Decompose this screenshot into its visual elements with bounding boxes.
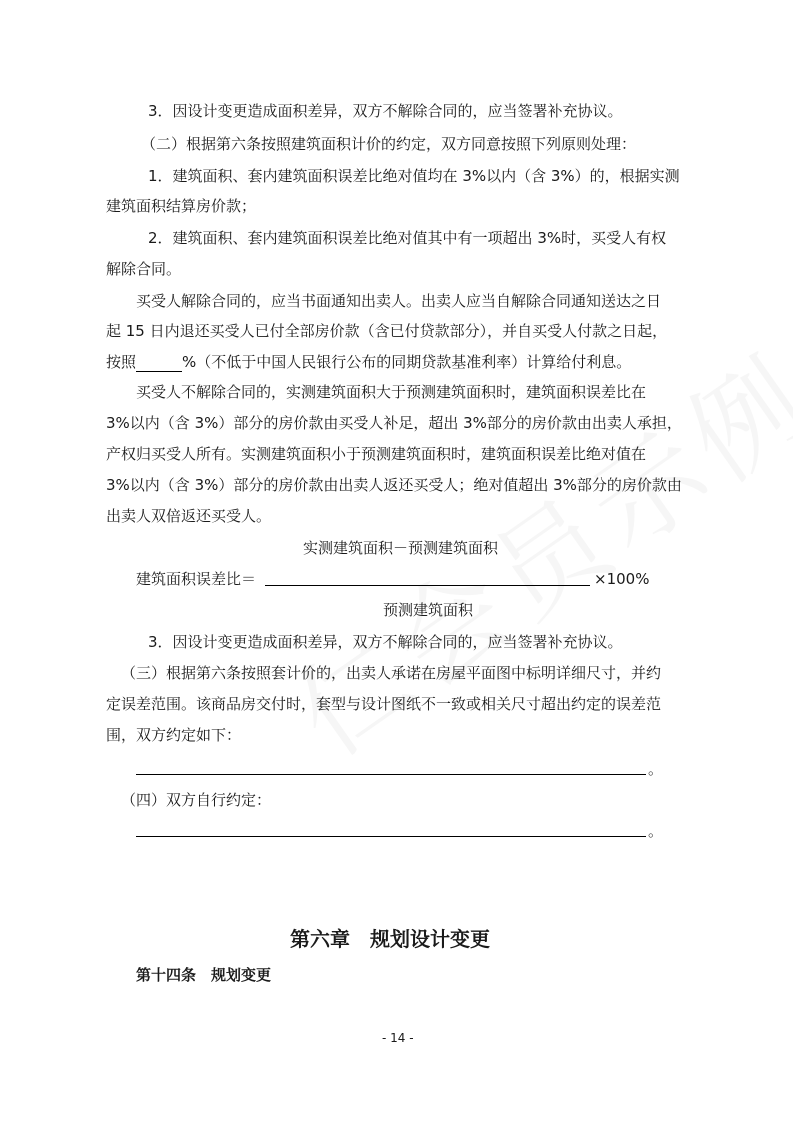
para-item-2-line-2: 解除合同。 [106,260,182,278]
para-item-1-line-1: 1．建筑面积、套内建筑面积误差比绝对值均在 3%以内（含 3%）的，根据实测 [148,167,680,185]
formula-denominator: 预测建筑面积 [383,601,474,619]
fill-in-line-2-end: 。 [648,822,664,840]
para-section-2: （二）根据第六条按照建筑面积计价的约定，双方同意按照下列原则处理： [141,135,637,153]
article-heading: 第十四条 规划变更 [136,966,272,984]
para-termination-line-3 [106,352,631,372]
formula-numerator: 实测建筑面积－预测建筑面积 [303,539,499,557]
para-section-4: （四）双方自行约定： [121,791,272,809]
page-number: - 14 - [382,1031,414,1045]
para-termination-line-1: 买受人解除合同的，应当书面通知出卖人。出卖人应当自解除合同通知送达之日 [136,292,662,310]
para-no-termination-line-2: 3%以内（含 3%）部分的房价款由买受人补足，超出 3%部分的房价款由出卖人承担， [106,414,682,432]
formula-multiplier: ×100% [594,570,650,588]
para-section-3-line-3: 围，双方约定如下： [106,726,242,744]
para-no-termination-line-1: 买受人不解除合同的，实测建筑面积大于预测建筑面积时，建筑面积误差比在 [136,383,647,401]
interest-label: 按照 [106,353,137,371]
chapter-heading: 第六章 规划设计变更 [290,927,490,951]
fill-in-line-1-end: 。 [648,760,664,778]
interest-rate-blank[interactable] [136,355,182,372]
para-section-3-line-2: 定误差范围。该商品房交付时，套型与设计图纸不一致或相关尺寸超出约定的误差范 [106,695,662,713]
para-no-termination-line-4: 3%以内（含 3%）部分的房价款由出卖人返还买受人；绝对值超出 3%部分的房价款由 [106,476,682,494]
formula-fraction-bar [265,585,590,586]
fill-in-line-1[interactable] [136,774,646,775]
para-no-termination-line-3: 产权归买受人所有。实测建筑面积小于预测建筑面积时，建筑面积误差比绝对值在 [106,445,647,463]
formula-label: 建筑面积误差比＝ [136,570,257,588]
para-item-2-line-1: 2．建筑面积、套内建筑面积误差比绝对值其中有一项超出 3%时，买受人有权 [148,229,667,247]
para-item-1-line-2: 建筑面积结算房价款； [106,197,257,215]
interest-label-suffix: %（不低于中国人民银行公布的同期贷款基准利率）计算给付利息。 [182,353,632,371]
para-termination-line-2: 起 15 日内退还买受人已付全部房价款（含已付贷款部分），并自买受人付款之日起， [106,322,668,340]
para-design-change-1: 3．因设计变更造成面积差异，双方不解除合同的，应当签署补充协议。 [148,102,623,120]
para-design-change-2: 3．因设计变更造成面积差异，双方不解除合同的，应当签署补充协议。 [148,633,623,651]
para-no-termination-line-5: 出卖人双倍返还买受人。 [106,507,272,525]
para-section-3-line-1: （三）根据第六条按照套计价的，出卖人承诺在房屋平面图中标明详细尺寸，并约 [121,664,662,682]
fill-in-line-2[interactable] [136,836,646,837]
